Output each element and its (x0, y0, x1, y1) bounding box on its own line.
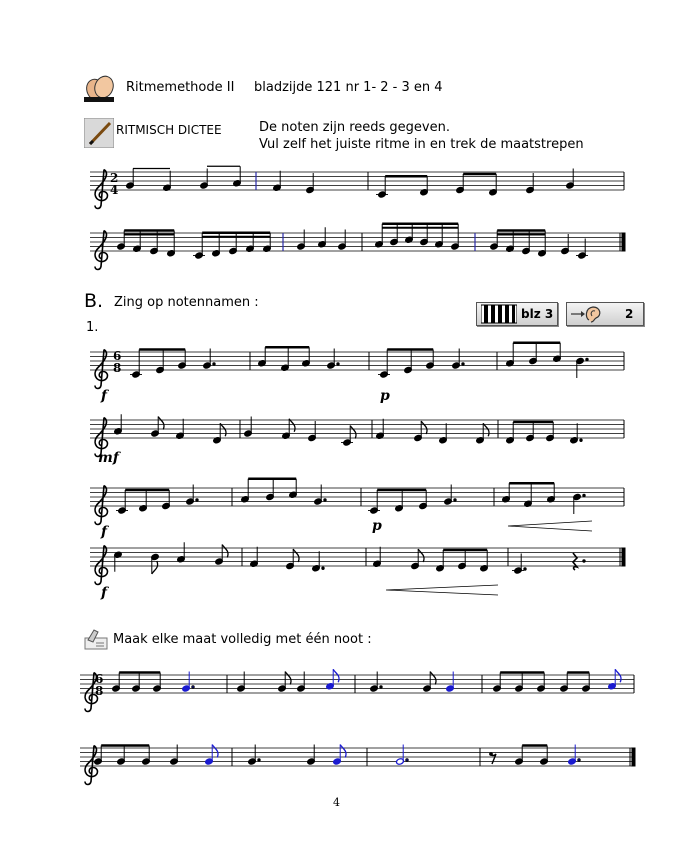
note (489, 174, 498, 196)
timesig-task-bottom: 8 (95, 684, 104, 698)
note (132, 673, 141, 693)
note (117, 231, 126, 251)
note (456, 174, 465, 194)
note (524, 483, 533, 507)
note (515, 673, 524, 693)
note (573, 493, 585, 514)
page-number: 4 (333, 796, 340, 809)
timesig-song-bottom: 8 (113, 361, 122, 375)
note (547, 483, 556, 503)
note (246, 233, 255, 253)
staff-song-1 (90, 350, 624, 389)
final-barline-thick (622, 233, 625, 251)
task-instruction: Maak elke maat volledig met één noot : (113, 632, 372, 647)
note (546, 422, 555, 442)
note (537, 673, 546, 693)
staff-song-4 (90, 546, 624, 585)
note (302, 347, 311, 367)
dynamic-forte-1: f (101, 388, 108, 404)
crescendo-hairpin-2 (386, 585, 498, 595)
note (490, 231, 499, 251)
note (404, 350, 413, 374)
note (142, 746, 151, 766)
note (376, 176, 388, 198)
note (116, 490, 128, 514)
note (420, 176, 429, 196)
dynamic-mezzoforte: mf (98, 450, 119, 466)
note (151, 553, 160, 574)
timesig-song-top: 6 (113, 349, 122, 363)
note (378, 350, 390, 379)
note (139, 490, 148, 512)
section-instruction: Zing op notennamen : (114, 295, 259, 310)
note (178, 350, 187, 370)
staff-task-1 (80, 673, 634, 712)
note (117, 746, 126, 766)
note (419, 490, 428, 510)
final-barline-thick (622, 548, 625, 566)
note (582, 673, 591, 693)
note (529, 343, 538, 365)
dynamic-piano-1: p (380, 388, 390, 404)
timesig-dictee-bottom: 4 (110, 183, 119, 197)
dynamic-piano-2: p (372, 518, 382, 534)
note (553, 343, 562, 363)
note (395, 490, 404, 512)
note (241, 479, 250, 503)
dictee-label: RITMISCH DICTEE (116, 123, 222, 137)
treble-clef (85, 746, 98, 785)
note (506, 343, 515, 367)
note (458, 550, 467, 570)
dynamic-forte-2: f (101, 524, 108, 540)
note (130, 350, 142, 379)
note (526, 422, 535, 442)
method-title: Ritmemethode II (126, 80, 235, 95)
note (368, 490, 380, 514)
note (480, 550, 489, 572)
note (515, 746, 524, 766)
piano-book-label: blz 3 (521, 307, 554, 321)
note (502, 483, 511, 503)
note (162, 490, 171, 510)
note (258, 347, 267, 367)
dictee-instruction-1: De noten zijn reeds gegeven. (259, 120, 450, 135)
treble-clef (95, 231, 108, 270)
note (375, 224, 384, 248)
note (436, 550, 445, 572)
staff-song-3 (90, 486, 624, 525)
final-barline-thick (632, 748, 635, 766)
dynamic-forte-3: f (101, 585, 108, 601)
dictee-instruction-2: Vul zelf het juiste ritme in en trek de maatstrepen (259, 137, 584, 152)
note (281, 347, 290, 371)
note (560, 673, 569, 693)
timesig-dictee-top: 2 (110, 171, 119, 185)
section-letter: B. (84, 290, 104, 312)
treble-clef (95, 350, 108, 389)
timesig-task-top: 6 (95, 672, 104, 686)
crescendo-hairpin-1 (508, 521, 592, 531)
note (506, 422, 515, 444)
note (405, 224, 414, 244)
note (112, 673, 121, 693)
treble-clef (95, 546, 108, 585)
staff-task-2 (80, 746, 634, 785)
treble-clef (95, 486, 108, 525)
note (289, 479, 298, 499)
note (263, 233, 272, 253)
note (266, 479, 275, 501)
treble-clef (95, 170, 108, 209)
exercise-number: 1. (86, 320, 99, 335)
note (426, 350, 435, 370)
note (156, 350, 165, 374)
page-reference: bladzijde 121 nr 1- 2 - 3 en 4 (254, 80, 443, 95)
staff-song-2 (90, 418, 624, 457)
note (540, 746, 549, 766)
note (153, 673, 162, 693)
note (493, 673, 502, 693)
ear-track-label: 2 (625, 307, 634, 321)
note (576, 357, 588, 378)
